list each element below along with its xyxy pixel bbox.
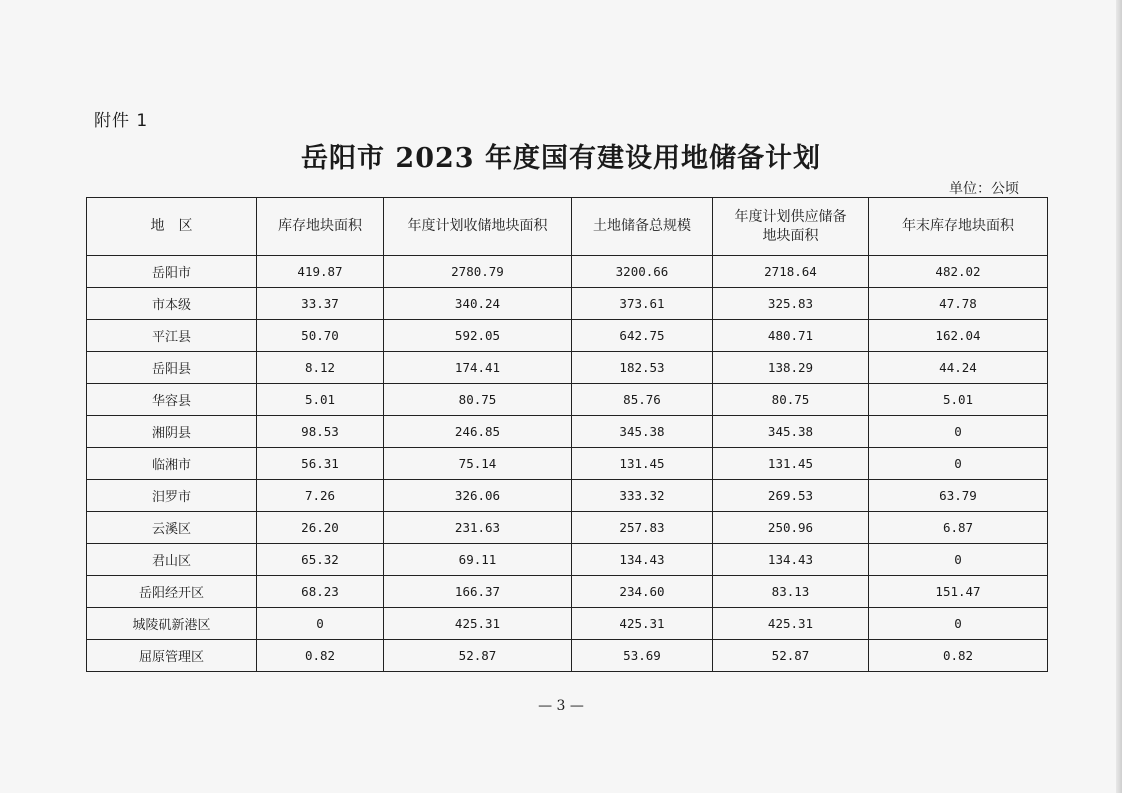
value-cell: 0 [869, 416, 1048, 448]
region-cell: 平江县 [87, 320, 257, 352]
table-row [87, 544, 1048, 576]
value-cell: 26.20 [257, 512, 384, 544]
region-cell: 湘阴县 [87, 416, 257, 448]
value-cell: 0 [869, 608, 1048, 640]
column-header: 年度计划供应储备 地块面积 [713, 198, 869, 256]
value-cell: 0.82 [257, 640, 384, 672]
table-row [87, 512, 1048, 544]
value-cell: 7.26 [257, 480, 384, 512]
value-cell: 425.31 [713, 608, 869, 640]
value-cell: 52.87 [384, 640, 572, 672]
column-header: 库存地块面积 [257, 198, 384, 256]
value-cell: 85.76 [572, 384, 713, 416]
region-cell: 云溪区 [87, 512, 257, 544]
attachment-label: 附件 1 [94, 111, 149, 131]
region-cell: 君山区 [87, 544, 257, 576]
value-cell: 50.70 [257, 320, 384, 352]
value-cell: 68.23 [257, 576, 384, 608]
value-cell: 5.01 [869, 384, 1048, 416]
value-cell: 326.06 [384, 480, 572, 512]
table-row [87, 480, 1048, 512]
value-cell: 138.29 [713, 352, 869, 384]
value-cell: 425.31 [572, 608, 713, 640]
region-cell: 华容县 [87, 384, 257, 416]
value-cell: 98.53 [257, 416, 384, 448]
value-cell: 2780.79 [384, 256, 572, 288]
column-header: 年末库存地块面积 [869, 198, 1048, 256]
value-cell: 53.69 [572, 640, 713, 672]
value-cell: 182.53 [572, 352, 713, 384]
value-cell: 6.87 [869, 512, 1048, 544]
value-cell: 345.38 [572, 416, 713, 448]
region-cell: 岳阳市 [87, 256, 257, 288]
value-cell: 134.43 [713, 544, 869, 576]
value-cell: 162.04 [869, 320, 1048, 352]
table-row [87, 576, 1048, 608]
page-edge [1116, 0, 1122, 793]
region-cell: 汨罗市 [87, 480, 257, 512]
value-cell: 131.45 [713, 448, 869, 480]
value-cell: 75.14 [384, 448, 572, 480]
value-cell: 482.02 [869, 256, 1048, 288]
value-cell: 592.05 [384, 320, 572, 352]
value-cell: 250.96 [713, 512, 869, 544]
value-cell: 80.75 [384, 384, 572, 416]
value-cell: 234.60 [572, 576, 713, 608]
value-cell: 325.83 [713, 288, 869, 320]
table-row [87, 288, 1048, 320]
value-cell: 373.61 [572, 288, 713, 320]
value-cell: 269.53 [713, 480, 869, 512]
region-cell: 市本级 [87, 288, 257, 320]
value-cell: 63.79 [869, 480, 1048, 512]
table-row [87, 320, 1048, 352]
table-header-row [87, 198, 1048, 256]
unit-label: 单位：公顷 [949, 181, 1019, 197]
document-title: 岳阳市 2023 年度国有建设用地储备计划 [301, 143, 821, 174]
region-cell: 城陵矶新港区 [87, 608, 257, 640]
page-number: — 3 — [538, 698, 584, 714]
table-row [87, 640, 1048, 672]
value-cell: 69.11 [384, 544, 572, 576]
value-cell: 0 [869, 448, 1048, 480]
value-cell: 642.75 [572, 320, 713, 352]
column-header: 年度计划收储地块面积 [384, 198, 572, 256]
value-cell: 419.87 [257, 256, 384, 288]
value-cell: 480.71 [713, 320, 869, 352]
value-cell: 166.37 [384, 576, 572, 608]
value-cell: 151.47 [869, 576, 1048, 608]
table-row [87, 352, 1048, 384]
value-cell: 345.38 [713, 416, 869, 448]
value-cell: 131.45 [572, 448, 713, 480]
value-cell: 47.78 [869, 288, 1048, 320]
value-cell: 3200.66 [572, 256, 713, 288]
value-cell: 56.31 [257, 448, 384, 480]
value-cell: 80.75 [713, 384, 869, 416]
table-row [87, 416, 1048, 448]
value-cell: 0.82 [869, 640, 1048, 672]
value-cell: 52.87 [713, 640, 869, 672]
column-header: 土地储备总规模 [572, 198, 713, 256]
land-reserve-table [86, 197, 1048, 672]
table-row [87, 448, 1048, 480]
value-cell: 246.85 [384, 416, 572, 448]
value-cell: 425.31 [384, 608, 572, 640]
table-row [87, 608, 1048, 640]
value-cell: 257.83 [572, 512, 713, 544]
value-cell: 231.63 [384, 512, 572, 544]
table-row [87, 384, 1048, 416]
value-cell: 65.32 [257, 544, 384, 576]
value-cell: 0 [257, 608, 384, 640]
value-cell: 134.43 [572, 544, 713, 576]
region-cell: 屈原管理区 [87, 640, 257, 672]
value-cell: 2718.64 [713, 256, 869, 288]
value-cell: 44.24 [869, 352, 1048, 384]
table-row [87, 256, 1048, 288]
region-cell: 岳阳经开区 [87, 576, 257, 608]
value-cell: 174.41 [384, 352, 572, 384]
table-body [87, 256, 1048, 672]
value-cell: 33.37 [257, 288, 384, 320]
value-cell: 8.12 [257, 352, 384, 384]
column-header: 地 区 [87, 198, 257, 256]
value-cell: 0 [869, 544, 1048, 576]
value-cell: 340.24 [384, 288, 572, 320]
value-cell: 333.32 [572, 480, 713, 512]
value-cell: 5.01 [257, 384, 384, 416]
value-cell: 83.13 [713, 576, 869, 608]
region-cell: 临湘市 [87, 448, 257, 480]
region-cell: 岳阳县 [87, 352, 257, 384]
